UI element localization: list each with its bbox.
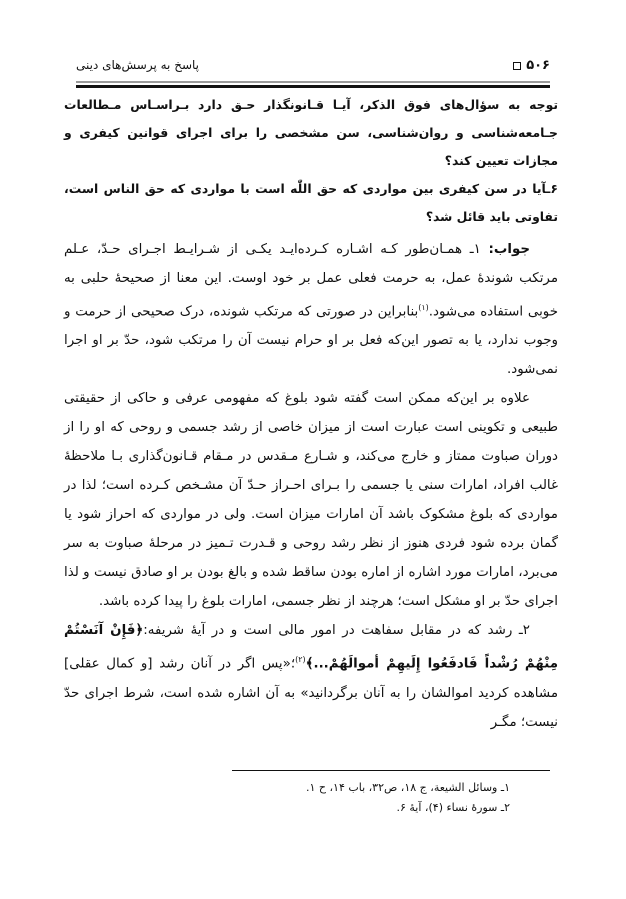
- footnote-separator: [232, 770, 550, 771]
- answer-paragraph-2: علاوه بر این‌که ممکن است گفته شود بلوغ که مفهومی عرفی و حاکی از حقیقتی طبیعی و تکوینی است عبارت است از میزان خاصی از رشد جسمی و روحی که او را از دوران صباوت ممتاز و خارج می‌کند، و شـارع مـقدس در مـقام قـانون‌گذاری بـا ملاحظهٔ غالب افراد، امارات سنی یا جسمی را بـرای احـراز حـدّ آن مشـخص کـرده است؛ لذا در مواردی که بلوغ مشکوک باشد آن امارات میزان است. ولی در مواردی که احراز شود یا گمان برده شود فردی هنوز از نظر رشد روحی و قـدرت تـمیز در مرحلهٔ صباوت به سر می‌برد، امارات مورد اشاره از اماره بودن ساقط شده و بالغ بودن بر او صادق نیست و لذا اجرای حدّ بر او مشکل است؛ هرچند از نظر جسمی، امارات بلوغ را پیدا کرده باشد.: [64, 391, 558, 610]
- quran-verse: ﴿فَإِنْ آنَسْتُمْ مِنْهُمْ رُشْداً فَادفَعُوا إِلَيهِمْ أموالَهُمْ...﴾: [64, 623, 558, 672]
- footnote-ref-2[interactable]: (۲): [295, 655, 306, 665]
- answer-paragraph-1: [64, 235, 558, 384]
- page-body: [64, 91, 558, 737]
- page-number-text: ۵۰۶: [526, 58, 550, 73]
- answer-para1-text: ۱ـ همـان‌طور کـه اشـاره کـرده‌ایـد یکـی از شـرایـط اجـرای حـدّ، عـلم مرتکب شوندهٔ عمل، به حرمت فعلی عمل بر خود اوست. این معنا از صحیحهٔ حلبی به خوبی استفاده می‌شود.: [64, 242, 558, 320]
- square-bullet-icon: [513, 62, 521, 70]
- header-rule-thick: [76, 85, 550, 88]
- answer-para1-cont: بنابراین در صورتی که مرتکب شونده، درک صحیحی از حرمت و وجوب ندارد، یا به تصور این‌که فعل بر او حرام نیست آن را مرتکب شود، حدّ بر او اجرا نمی‌شود.: [64, 304, 558, 378]
- question-intro: توجه به سؤال‌های فوق الذکر، آیـا قـانونگذار حـق دارد بـراسـاس مـطالعات جـامعه‌شناسی و روان‌شناسی، سن مشخصی را برای اجرای قوانین کیفری و مجازات تعیین کند؟: [64, 97, 558, 168]
- running-title: پاسخ به پرسش‌های دینی: [76, 58, 200, 72]
- footnotes: [64, 778, 558, 818]
- header-rule-thin: [76, 81, 550, 83]
- answer-para3-start: ۲ـ رشد که در مقابل سفاهت در امور مالی است و در آیهٔ شریفه:: [143, 623, 530, 639]
- answer-paragraph-3: [64, 616, 558, 736]
- answer-label: جواب:: [488, 242, 530, 257]
- footnote-1: ۱ـ وسائل الشیعة، ج ۱۸، ص۳۲، باب ۱۴، ح ۱.: [305, 781, 510, 794]
- footnote-ref-1[interactable]: (۱): [418, 303, 429, 312]
- question-6: ۶ـآیا در سن کیفری بین مواردی که حق اللّٰه است با مواردی که حق الناس است، تفاوتی باید قائل شد؟: [64, 181, 558, 224]
- page-header: [76, 58, 550, 78]
- page-number: [513, 58, 550, 73]
- answer-para3-end: ؛«پس اگر در آنان رشد [و کمال عقلی] مشاهده کردید اموالشان را به آنان برگردانید» به آن اشاره شده است، شرط اجرای حدّ نیست؛ مگـر: [64, 656, 558, 730]
- footnote-2: ۲ـ سورهٔ نساء (۴)، آیهٔ ۶.: [396, 801, 510, 814]
